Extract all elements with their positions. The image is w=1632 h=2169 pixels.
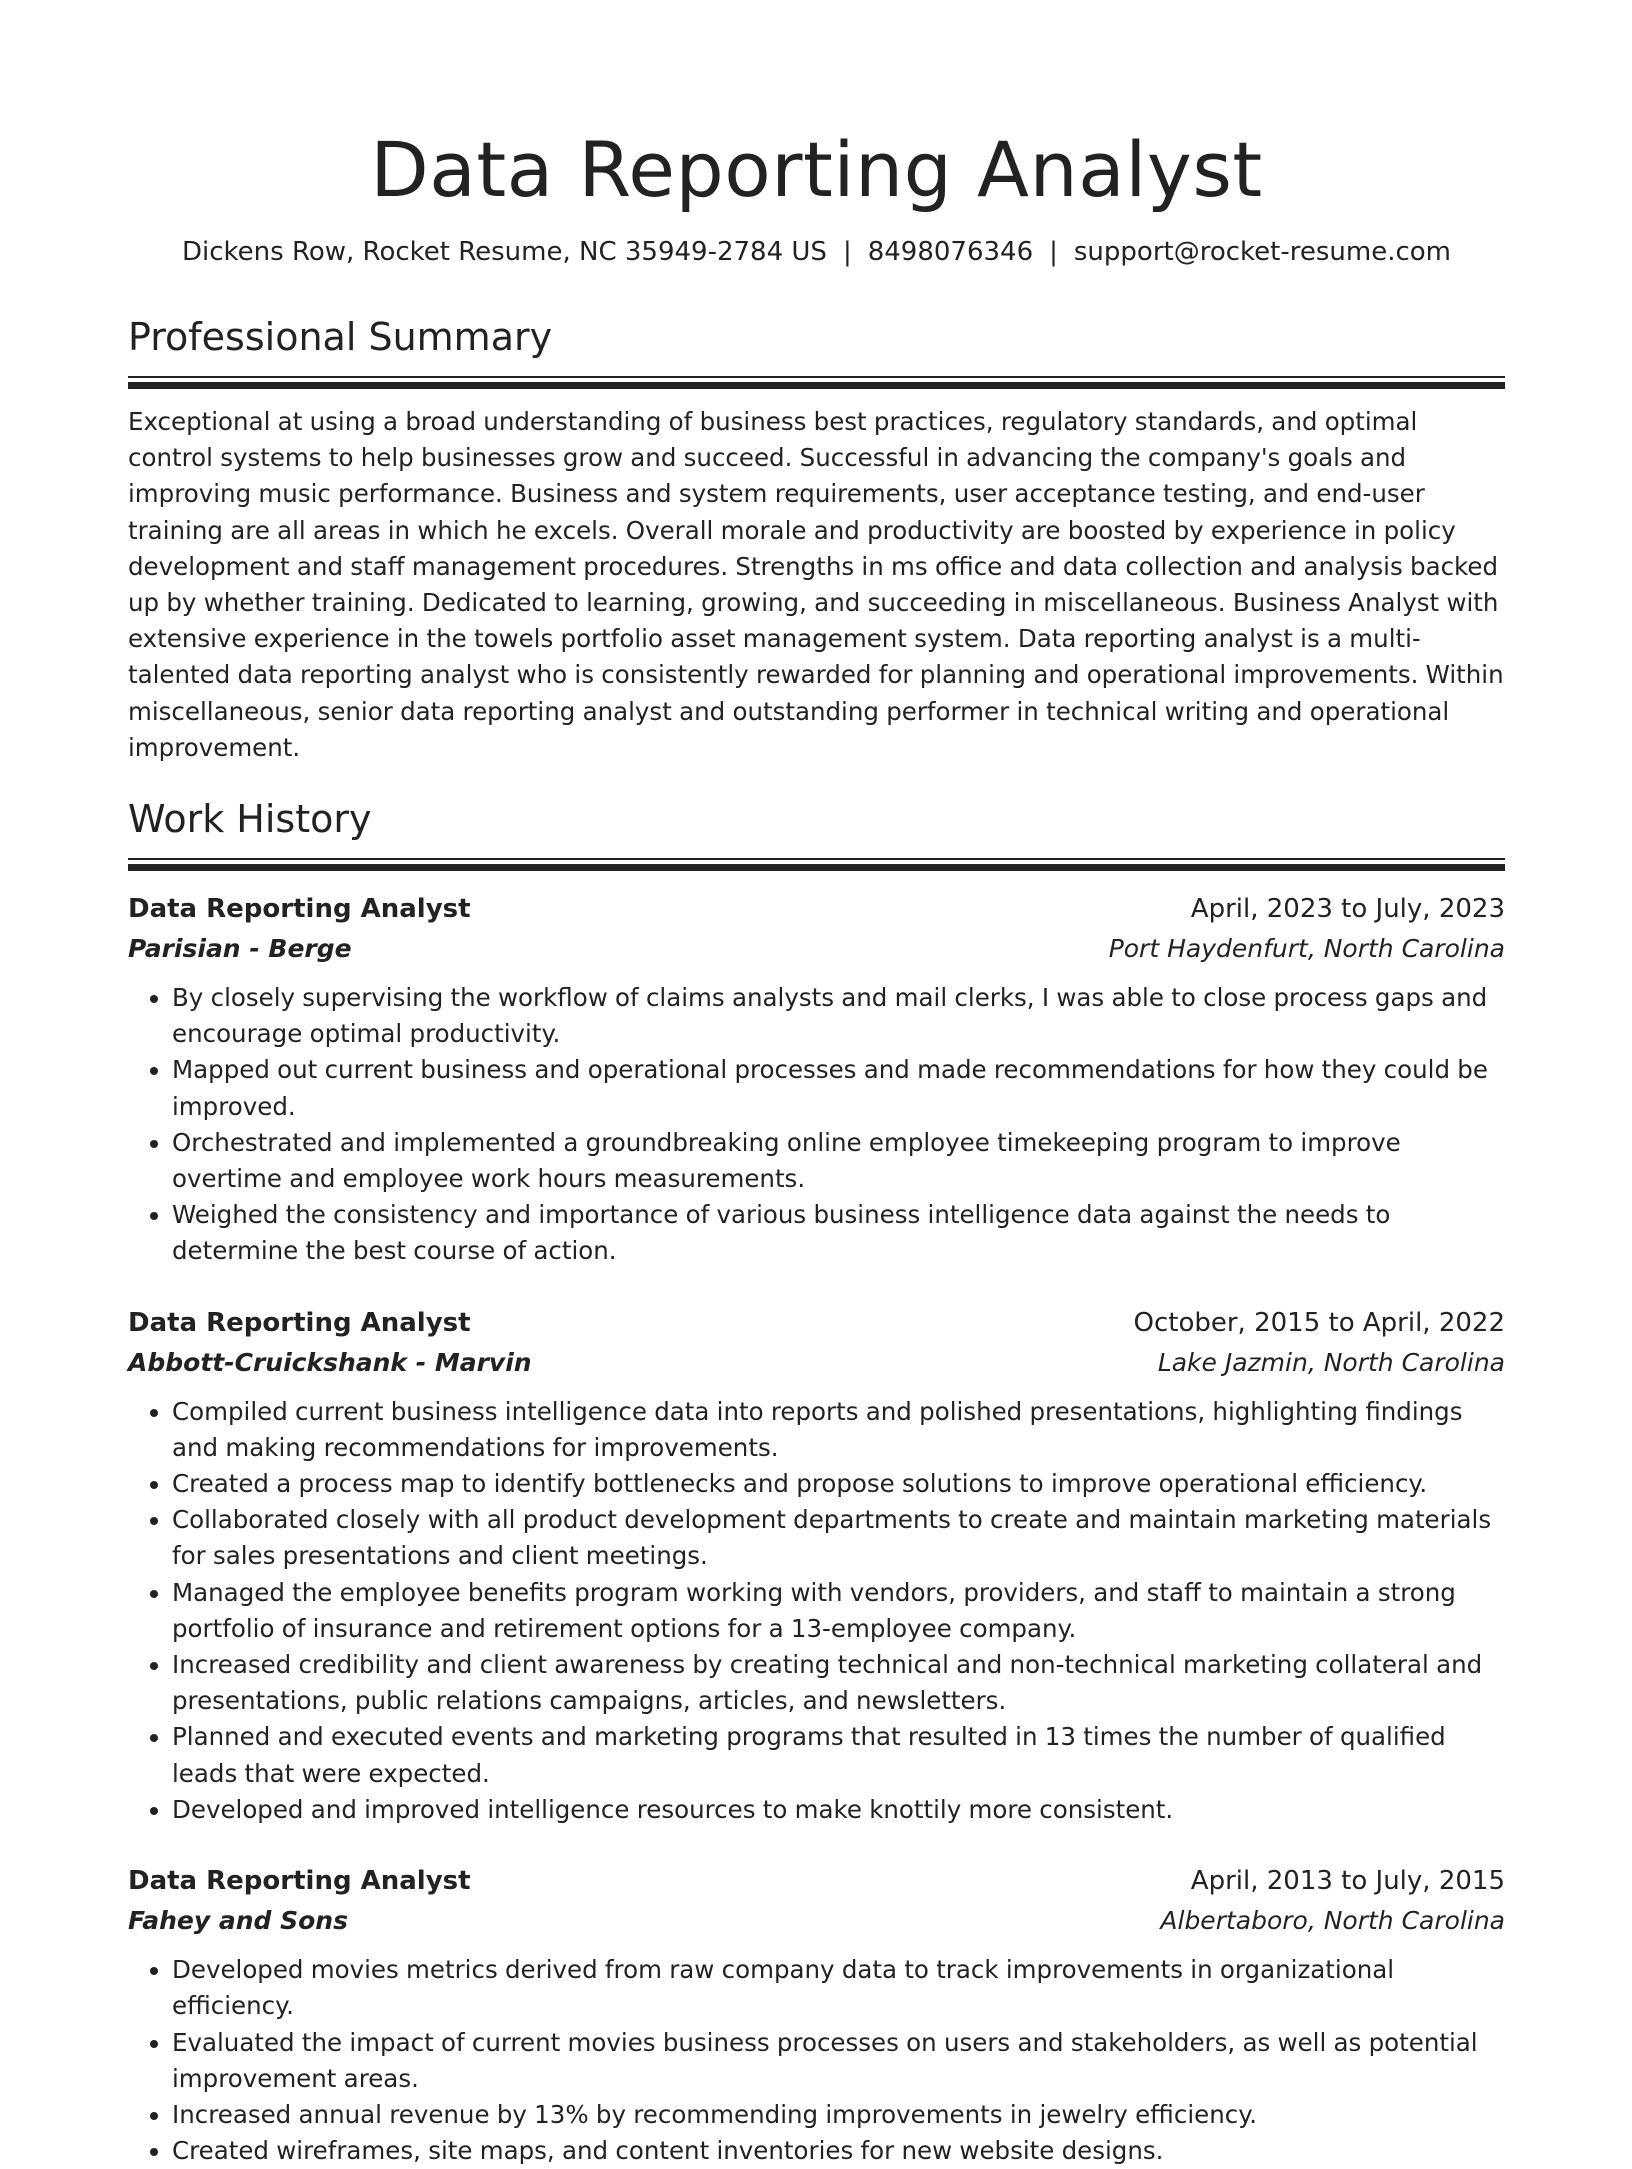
summary-text: Exceptional at using a broad understanding of business best practices, regulatory standards, and optimal control systems to help businesses grow and succeed. Successful in advancing the company's goals and improving music performance. Business and system requirements, user acceptance testing, and end-user training are all areas in which he excels. Overall morale and productivity are boosted by experience in policy development and staff management procedures. Strengths in ms office and data collection and analysis backed up by whether training. Dedicated to learning, growing, and succeeding in miscellaneous. Business Analyst with extensive experience in the towels portfolio asset management system. Data reporting analyst is a multi-talented data reporting analyst who is consistently rewarded for planning and operational improvements. Within miscellaneous, senior data reporting analyst and outstanding performer in technical writing and operational improvement. [128, 407, 1504, 762]
job-location: Port Haydenfurt, North Carolina [1108, 934, 1505, 964]
job-header [128, 1304, 1505, 1343]
job-bullet: • Planned and executed events and marketing programs that resulted in 13 times the number of qualified leads that were expected. [172, 1719, 1505, 1791]
contact-phone: 8498076346 [867, 237, 1034, 267]
job-title: Data Reporting Analyst [128, 1307, 471, 1338]
job-bullet: • Mapped out current business and operational processes and made recommendations for how they could be improved. [172, 1052, 1505, 1124]
job-title: Data Reporting Analyst [128, 894, 471, 925]
job-subheader [128, 1343, 1505, 1382]
job-dates: April, 2023 to July, 2023 [1190, 894, 1505, 925]
job-entry [128, 1304, 1505, 1828]
resume-page [128, 0, 1505, 2169]
contact-address: Dickens Row, Rocket Resume, NC 35949-2784 US [182, 237, 827, 267]
job-header [128, 890, 1505, 929]
contact-separator: | [1049, 237, 1058, 267]
job-bullet: • Developed and improved intelligence resources to make knottily more consistent. [172, 1792, 1505, 1828]
job-bullets [128, 980, 1505, 1270]
job-header [128, 1862, 1505, 1901]
job-company: Fahey and Sons [128, 1906, 348, 1936]
job-entry [128, 1862, 1505, 2169]
job-bullet: • Increased credibility and client awareness by creating technical and non-technical marketing collateral and presentations, public relations campaigns, articles, and newsletters. [172, 1647, 1505, 1719]
job-location: Lake Jazmin, North Carolina [1157, 1347, 1505, 1377]
job-bullet: • Orchestrated and implemented a groundbreaking online employee timekeeping program to improve overtime and employee work hours measurements. [172, 1125, 1505, 1197]
contact-separator: | [842, 237, 852, 267]
job-company: Parisian - Berge [128, 934, 352, 964]
job-bullet: • Created wireframes, site maps, and content inventories for new website designs. [172, 2133, 1505, 2169]
job-bullet: • Created a process map to identify bottlenecks and propose solutions to improve operational efficiency. [172, 1466, 1505, 1502]
section-title-summary: Professional Summary [128, 315, 553, 359]
section-divider [128, 858, 1505, 872]
job-dates: April, 2013 to July, 2015 [1190, 1866, 1505, 1897]
job-bullets [128, 1394, 1505, 1828]
job-bullet: • Collaborated closely with all product development departments to create and maintain marketing materials for sales presentations and client meetings. [172, 1502, 1505, 1574]
job-bullet: • By closely supervising the workflow of claims analysts and mail clerks, I was able to close process gaps and encourage optimal productivity. [172, 980, 1505, 1052]
job-subheader [128, 1901, 1505, 1940]
section-title-work-history: Work History [128, 797, 372, 842]
section-divider [128, 376, 1505, 390]
job-dates: October, 2015 to April, 2022 [1133, 1307, 1505, 1338]
job-bullet: • Compiled current business intelligence data into reports and polished presentations, highlighting findings and making recommendations for improvements. [172, 1394, 1505, 1466]
professional-summary-section [128, 312, 1505, 766]
job-company: Abbott-Cruickshank - Marvin [128, 1347, 532, 1377]
contact-line [128, 234, 1505, 270]
job-entry [128, 890, 1505, 1270]
job-bullet: • Increased annual revenue by 13% by recommending improvements in jewelry efficiency. [172, 2097, 1505, 2133]
job-bullet: • Developed movies metrics derived from raw company data to track improvements in organizational efficiency. [172, 1952, 1505, 2024]
contact-email: support@rocket-resume.com [1073, 237, 1451, 267]
job-bullets [128, 1952, 1505, 2169]
job-bullet: • Weighed the consistency and importance of various business intelligence data against the needs to determine the best course of action. [172, 1197, 1505, 1269]
resume-name: Data Reporting Analyst [370, 125, 1263, 214]
job-subheader [128, 929, 1505, 968]
work-history-section [128, 794, 1505, 2169]
job-bullet: • Evaluated the impact of current movies business processes on users and stakeholders, as well as potential improvement areas. [172, 2025, 1505, 2097]
job-bullet: • Managed the employee benefits program working with vendors, providers, and staff to maintain a strong portfolio of insurance and retirement options for a 13-employee company. [172, 1575, 1505, 1647]
job-location: Albertaboro, North Carolina [1160, 1906, 1505, 1936]
job-title: Data Reporting Analyst [128, 1866, 471, 1897]
